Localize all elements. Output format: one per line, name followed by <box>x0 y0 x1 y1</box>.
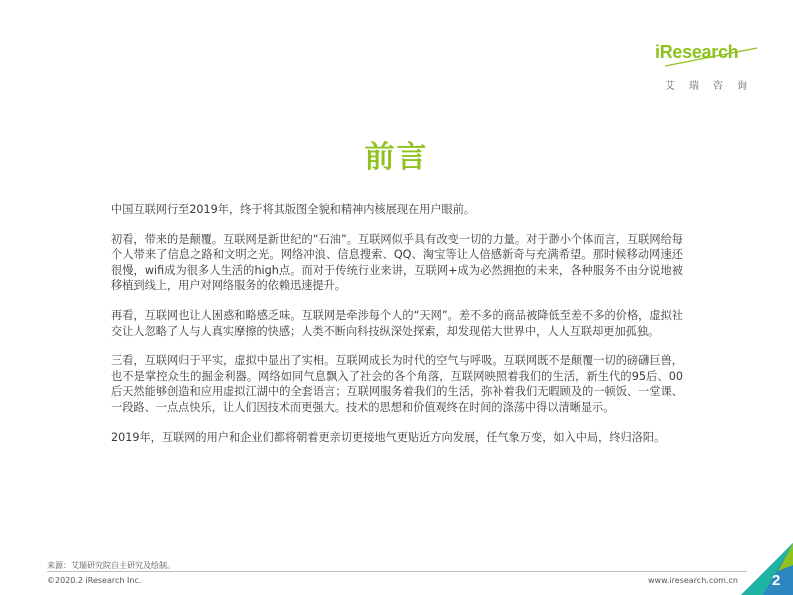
source-note: 来源：艾瑞研究院自主研究及绘制。 <box>47 561 175 570</box>
page-number: 2 <box>772 572 781 589</box>
copyright-text: ©2020.2 iResearch Inc. <box>47 576 142 585</box>
paragraph-second-look: 再看，互联网也让人困惑和略感乏味。互联网是牵涉每个人的“天网”。差不多的商品被降低至差不多的价格，虚拟社交让人忽略了人与人真实摩擦的快感；人类不断向科技纵深处探索，却发现偌大世界中，人人互联却更加孤独。 <box>111 308 683 338</box>
footer-divider <box>47 571 747 572</box>
website-link[interactable]: www.iresearch.com.cn <box>648 576 738 585</box>
paragraph-conclusion: 2019年，互联网的用户和企业们都将朝着更亲切更接地气更贴近方向发展，任气象万变，如入中局，终归洛阳。 <box>111 430 666 444</box>
logo-subtitle: 艾瑞咨询 <box>665 81 761 92</box>
iresearch-logo <box>655 42 765 92</box>
corner-decoration-icon <box>733 535 793 595</box>
paragraph-third-look: 三看，互联网归于平实，虚拟中显出了实相。互联网成长为时代的空气与呼吸。互联网既不是颠覆一切的磅礴巨兽，也不是掌控众生的掘金利器。网络如同气息飘入了社会的各个角落，互联网映照着我们的生活，新生代的95后、00后天然能够创造和应用虚拟江湖中的全套语言；互联网服务着我们的生活，弥补着我们无暇顾及的一顿饭、一堂课、一段路、一点点快乐，让人们因技术而更强大。技术的思想和价值观终在时间的涤荡中得以清晰显示。 <box>111 354 683 414</box>
page-title: 前言 <box>364 140 429 175</box>
main-content <box>111 202 683 459</box>
paragraph-intro: 中国互联网行至2019年，终于将其版图全貌和精神内核展现在用户眼前。 <box>111 203 476 216</box>
logo-wordmark: iResearch <box>655 42 739 62</box>
paragraph-first-look: 初看，带来的是颠覆。互联网是新世纪的“石油”。互联网似乎具有改变一切的力量。对于渺小个体而言，互联网给每个人带来了信息之路和文明之光。网络冲浪、信息搜索、QQ、淘宝等让人倍感新奇与充满希望。那时候移动网速还很慢，wifi成为很多人生活的high点。而对于传统行业来讲，互联网+成为必然拥抱的未来，各种服务不由分说地被移植到线上，用户对网络服务的依赖迅速提升。 <box>111 232 683 293</box>
